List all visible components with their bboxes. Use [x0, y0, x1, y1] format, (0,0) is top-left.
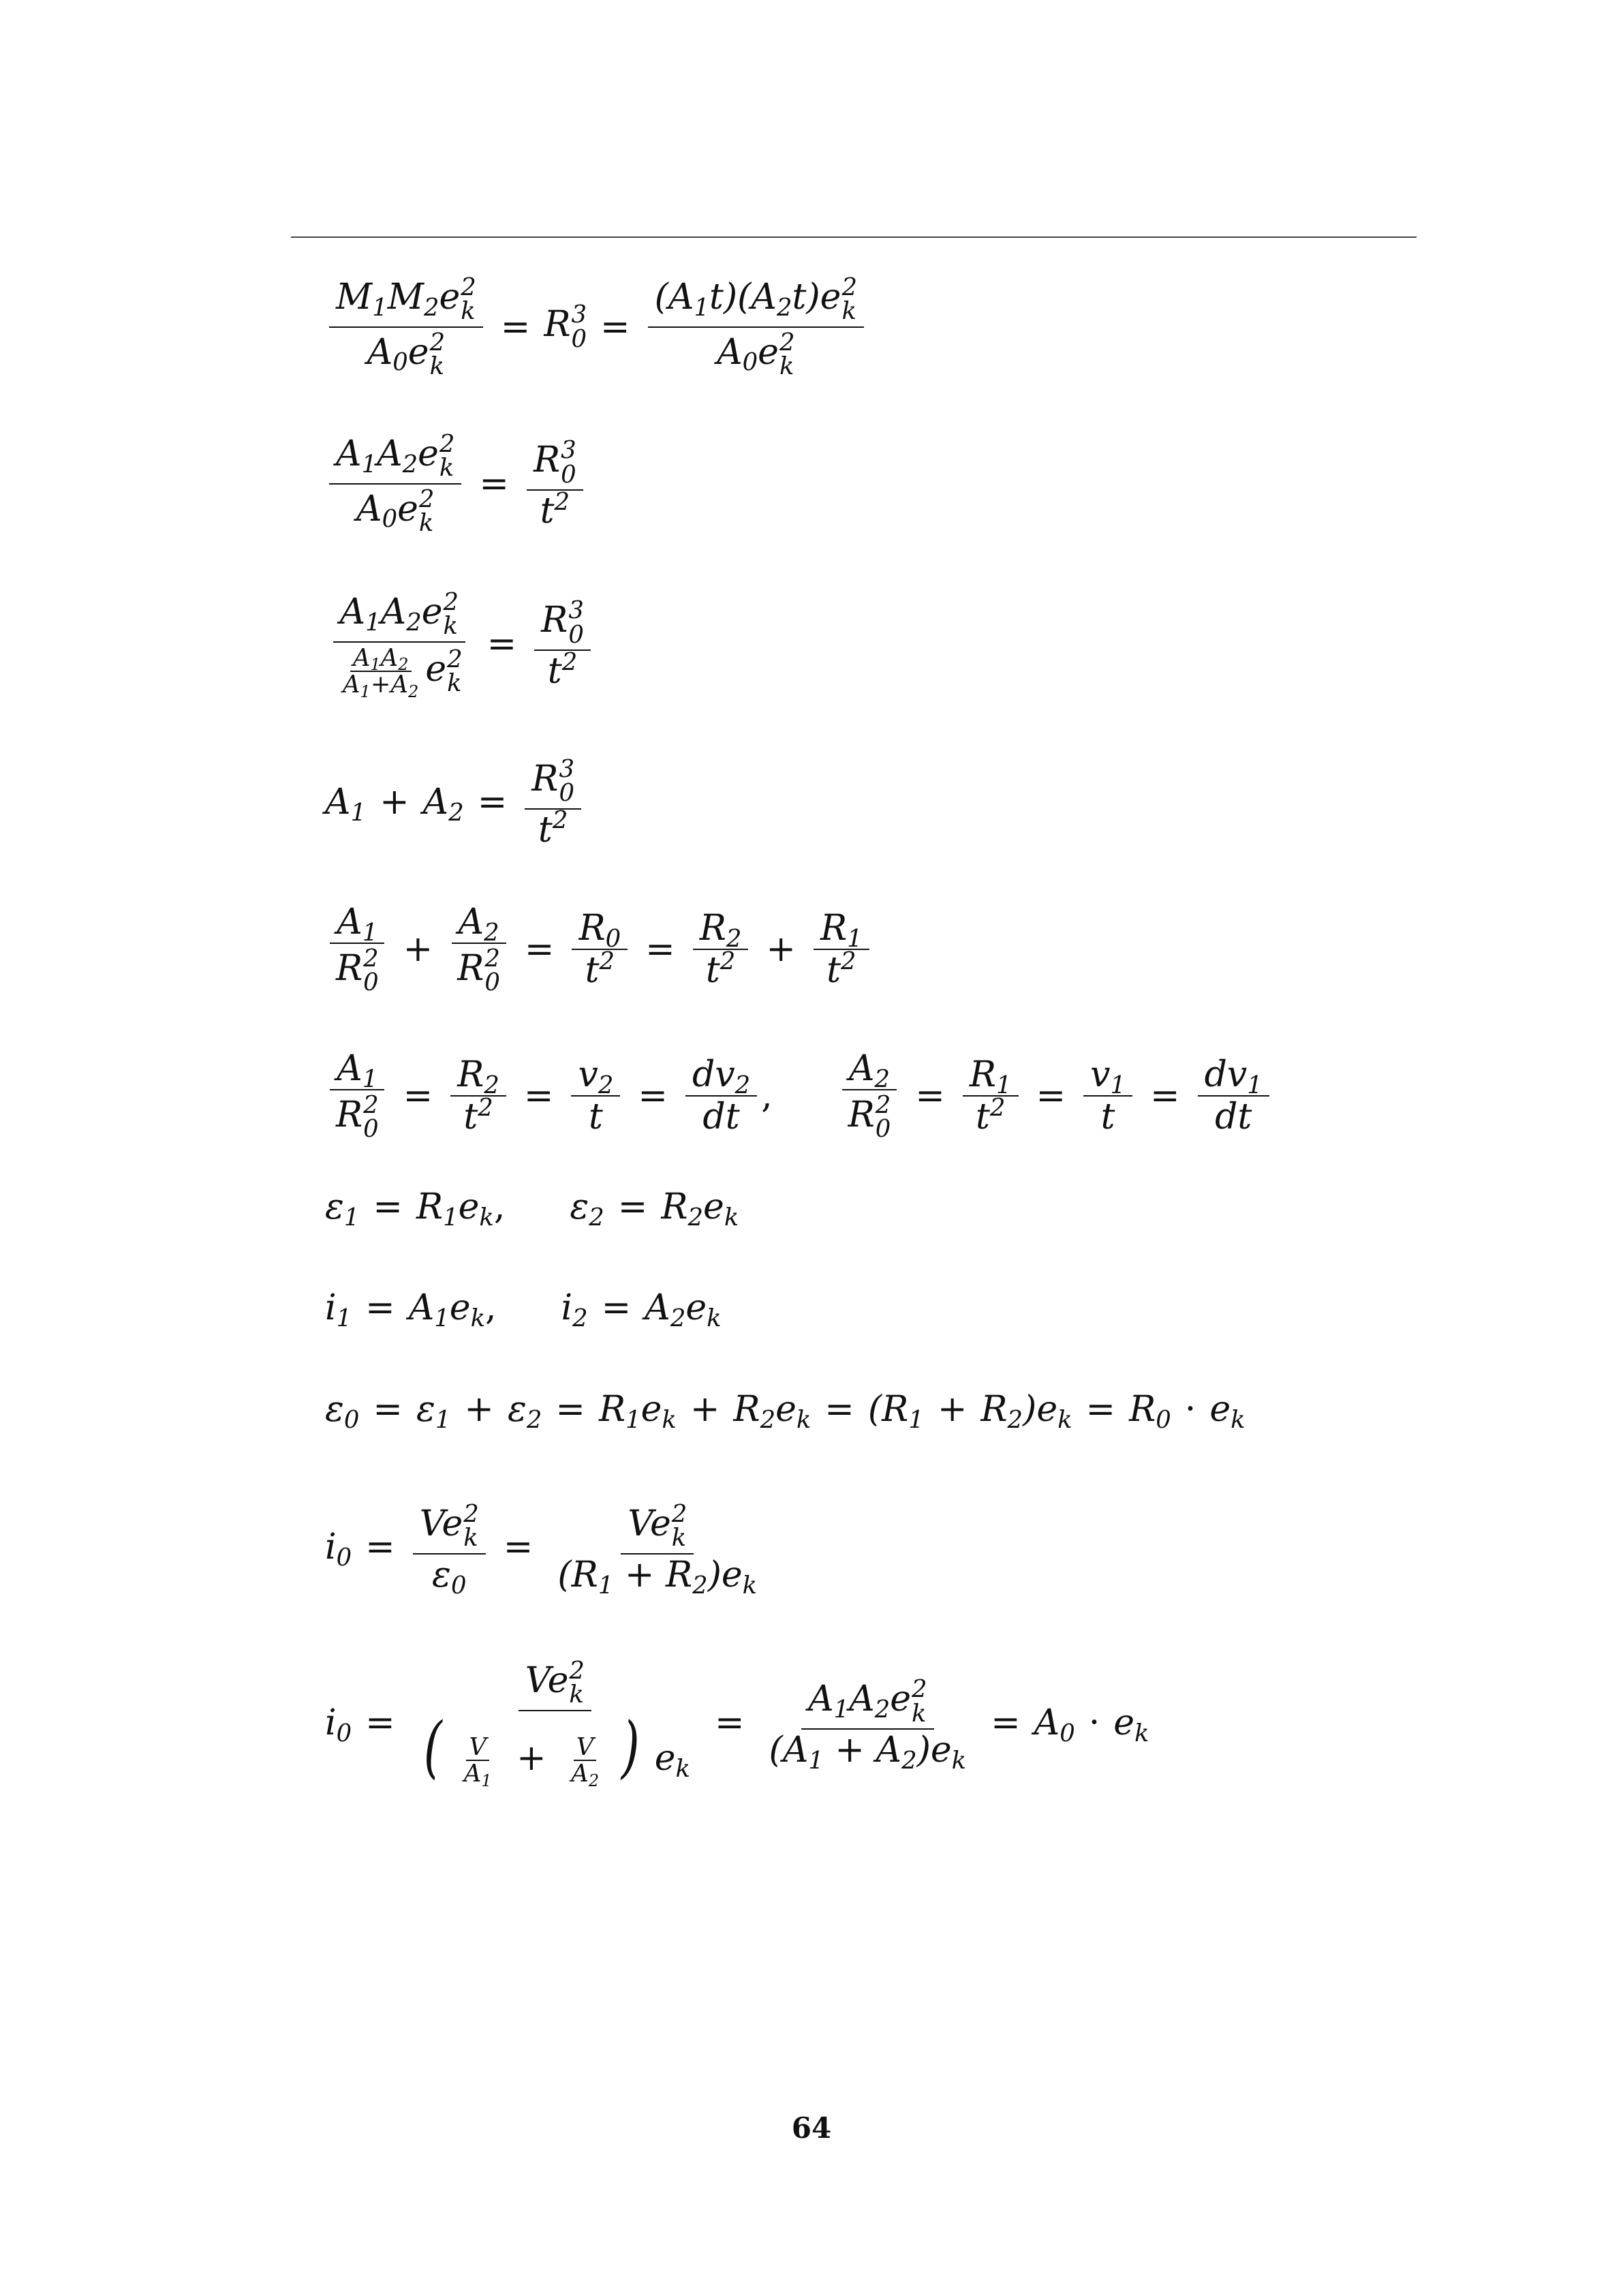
page-number: 64	[791, 2111, 832, 2145]
fraction: $\frac{R_1}{t^2}$	[814, 908, 869, 991]
fraction: $\frac{R_1}{t^2}$	[963, 1054, 1019, 1137]
equation-1: $M_1M_2e$ 2 k $A_0e$ 2 k = R 3 0 = $(A_1t)(A_2t)e$ 2 k $A_0e$ 2 k	[325, 273, 868, 381]
fraction: R 3 0 $t^2$	[527, 435, 583, 532]
fraction: $\frac{dv_1}{dt}$	[1198, 1054, 1269, 1137]
fraction: $A_1$ R 2 0	[329, 1048, 386, 1144]
fraction: $\frac{R_2}{t^2}$	[450, 1054, 506, 1137]
fraction: Ve 2 k $(R_1 + R_2)e_k$	[557, 1500, 758, 1599]
equation-2: $A_1A_2e$ 2 k $A_0e$ 2 k = R 3 0 $t^2$	[325, 429, 587, 538]
equation-6: $A_1$ R 2 0 = $\frac{R_2}{t^2}$ = $\frac{v_2}{t}$ = $\frac{dv_2}{dt}$ , $A_2$ R 2 0 = $\frac{R_1}{t^2}$ = $\frac{v_1}{t}$ = $\frac{dv_1}{dt}$	[325, 1048, 1273, 1144]
equation-7: $\varepsilon_1$ = $R_1e_k$ , $\varepsilon_2$ = $R_2e_k$	[325, 1187, 739, 1231]
equation-11: $i_0$ = Ve 2 k ( $\frac{V}{A_1}$ + $\frac{V}{A_2}$ ) $e_k$ = $A_1A_2e$ 2 k $(A_1 + A_2)e_k$ = $A_0$ · $e_k$	[325, 1657, 1149, 1790]
fraction: R 3 0 $t^2$	[525, 754, 581, 851]
equation-4: $A_1$ + $A_2$ = R 3 0 $t^2$	[325, 754, 585, 851]
fraction: $(A_1t)(A_2t)e$ 2 k $A_0e$ 2 k	[648, 273, 864, 381]
equation-3: $A_1A_2e$ 2 k $\frac{A_1A_2}{A_1+A_2}$ e 2 k = R 3 0 $t^2$	[325, 587, 595, 700]
equation-9: $\varepsilon_0$ = $\varepsilon_1$ + $\varepsilon_2$ = $R_1e_k$ + $R_2e_k$ = ($R_1$ + $R_2)e_k$ = $R_0$ · $e_k$	[325, 1389, 1246, 1434]
fraction: $\frac{V}{A_2}$	[571, 1732, 600, 1790]
equation-10: $i_0$ = Ve 2 k $\varepsilon_0$ = Ve 2 k $(R_1 + R_2)e_k$	[325, 1499, 768, 1595]
fraction: Ve 2 k ( $\frac{V}{A_1}$ + $\frac{V}{A_2}$ ) $e_k$	[423, 1657, 690, 1790]
fraction: $\frac{dv_2}{dt}$	[685, 1054, 757, 1137]
fraction: $M_1M_2e$ 2 k $A_0e$ 2 k	[329, 273, 483, 381]
fraction: $A_1$ R 2 0	[329, 902, 386, 998]
fraction: R 3 0 $t^2$	[534, 596, 591, 692]
header-rule	[291, 236, 1417, 238]
fraction: $\frac{v_2}{t}$	[571, 1054, 620, 1137]
fraction: $A_2$ R 2 0	[841, 1048, 898, 1144]
equation-5: $A_1$ R 2 0 + $A_2$ R 2 0 = $\frac{R_0}{t^2}$ = $\frac{R_2}{t^2}$ + $\frac{R_1}{t^2}$	[325, 902, 874, 998]
fraction: $A_1A_2e$ 2 k $(A_1 + A_2)e_k$	[769, 1675, 967, 1775]
equation-8: $i_1$ = $A_1e_k$ , $i_2$ = $A_2e_k$	[325, 1287, 722, 1332]
fraction: $A_2$ R 2 0	[450, 902, 507, 998]
fraction: $\frac{R_0}{t^2}$	[572, 908, 628, 991]
fraction: $\frac{v_1}{t}$	[1083, 1054, 1132, 1137]
fraction: Ve 2 k $\varepsilon_0$	[413, 1499, 486, 1595]
fraction: $\frac{R_2}{t^2}$	[693, 908, 749, 991]
fraction: $A_1A_2e$ 2 k $A_0e$ 2 k	[329, 429, 461, 538]
fraction: $\frac{V}{A_1}$	[463, 1732, 492, 1790]
fraction: $A_1A_2e$ 2 k $\frac{A_1A_2}{A_1+A_2}$ e 2 k	[329, 587, 469, 700]
fraction: $\frac{A_1A_2}{A_1+A_2}$	[343, 643, 419, 701]
